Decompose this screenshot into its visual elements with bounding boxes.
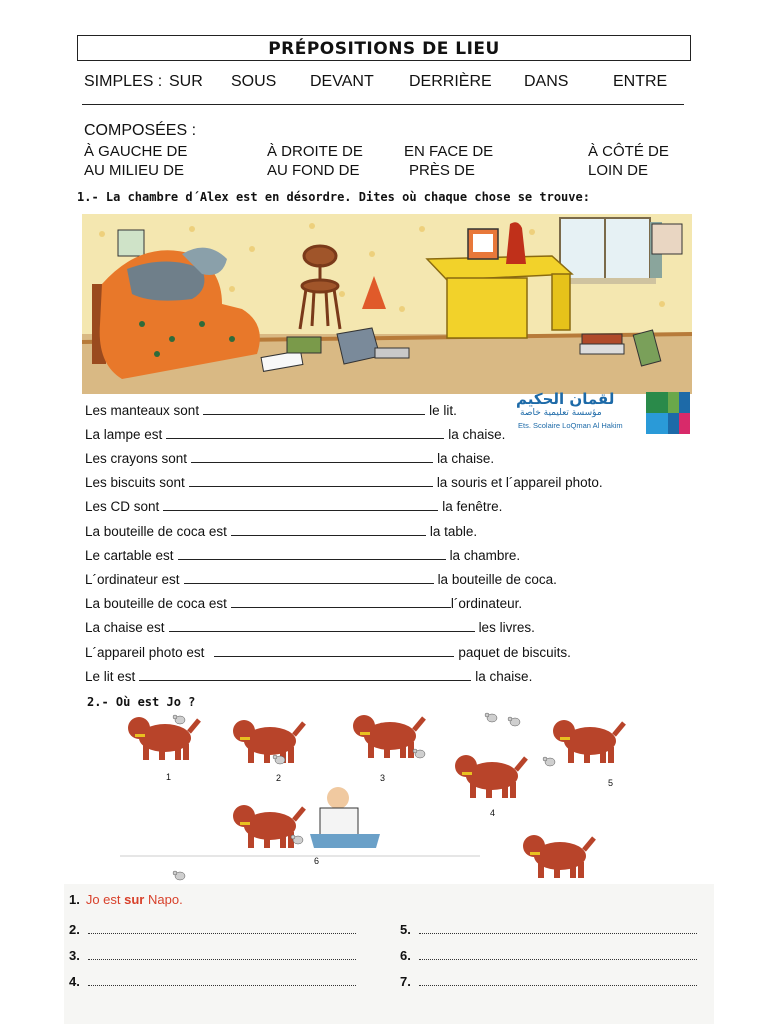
comp-prep-3: EN FACE DE: [404, 143, 494, 160]
answer-field-2[interactable]: [88, 923, 356, 934]
simple-prep-4: DERRIÈRE: [409, 73, 492, 90]
blank-3[interactable]: [191, 451, 433, 463]
answer-field-4[interactable]: [88, 975, 356, 986]
blank-1[interactable]: [203, 403, 425, 415]
fig-num-5: 5: [608, 778, 614, 788]
dog-figure-2: [233, 720, 304, 764]
comp-prep-1: À GAUCHE DE: [84, 143, 188, 160]
blank-5[interactable]: [163, 499, 438, 511]
sentence-11: L´appareil photo est paquet de biscuits.: [85, 645, 571, 660]
sentence-7: Le cartable est la chambre.: [85, 548, 521, 563]
sentence-6: La bouteille de coca est la table.: [85, 524, 478, 539]
dog-figure-3: [353, 715, 425, 758]
simple-prep-3: DEVANT: [310, 73, 374, 90]
answer-1: 1. Jo est sur Napo.: [69, 892, 183, 907]
logo-arabic: لقمان الحكيم: [516, 390, 615, 408]
comp-prep-4: À CÔTÉ DE: [588, 143, 669, 160]
dog-figure-5: [543, 720, 624, 766]
dog-figure-7: [173, 835, 594, 880]
simple-prep-6: ENTRE: [613, 73, 668, 90]
logo-arabic-sub: مؤسسة تعليمية خاصة: [520, 408, 602, 418]
answer-field-6[interactable]: [419, 949, 697, 960]
logo-latin: Ets. Scolaire LoQman Al Hakim: [518, 421, 623, 430]
divider: [82, 104, 684, 105]
composees-label: COMPOSÉES :: [84, 122, 197, 139]
sentence-4: Les biscuits sont la souris et l´appareil photo.: [85, 475, 603, 490]
answer-row-6: 6.: [400, 945, 697, 964]
simple-prep-2: SOUS: [231, 73, 277, 90]
blank-7[interactable]: [178, 548, 446, 560]
sentence-1: Les manteaux sont le lit.: [85, 403, 457, 418]
answer-field-7[interactable]: [419, 975, 697, 986]
answer-row-5: 5.: [400, 919, 697, 938]
answer-field-3[interactable]: [88, 949, 356, 960]
blank-4[interactable]: [189, 475, 433, 487]
bedroom-illustration: [82, 214, 692, 394]
simple-prep-5: DANS: [524, 73, 569, 90]
dog-figure-1: [128, 715, 199, 760]
answer-field-5[interactable]: [419, 923, 697, 934]
sentence-10: La chaise est les livres.: [85, 620, 535, 635]
page-title: PRÉPOSITIONS DE LIEU: [268, 39, 500, 59]
sentence-12: Le lit est la chaise.: [85, 669, 533, 684]
sentence-2: La lampe est la chaise.: [85, 427, 506, 442]
fig-num-3: 3: [380, 773, 386, 783]
comp-prep-7: PRÈS DE: [409, 162, 475, 179]
answer-row-2: 2.: [69, 919, 356, 938]
simples-label: SIMPLES :: [84, 73, 163, 90]
sentence-8: L´ordinateur est la bouteille de coca.: [85, 572, 557, 587]
fig-num-1: 1: [166, 772, 172, 782]
answer-row-7: 7.: [400, 971, 697, 990]
blank-6[interactable]: [231, 524, 426, 536]
blank-2[interactable]: [166, 427, 444, 439]
blank-8[interactable]: [184, 572, 434, 584]
answer-row-4: 4.: [69, 971, 356, 990]
exercise2-heading: 2.- Où est Jo ?: [87, 695, 196, 709]
fig-num-6: 6: [314, 856, 320, 866]
dogs-illustration: [120, 706, 640, 886]
simple-prep-1: SUR: [169, 73, 203, 90]
comp-prep-6: AU FOND DE: [267, 162, 360, 179]
answer-row-3: 3.: [69, 945, 356, 964]
exercise1-heading: 1.- La chambre d´Alex est en désordre. Dites où chaque chose se trouve:: [77, 190, 590, 204]
blank-10[interactable]: [169, 620, 475, 632]
blank-11[interactable]: [214, 645, 454, 657]
sentence-3: Les crayons sont la chaise.: [85, 451, 495, 466]
comp-prep-2: À DROITE DE: [267, 143, 363, 160]
dog-figure-4: [455, 713, 526, 798]
blank-12[interactable]: [139, 669, 471, 681]
sentence-5: Les CD sont la fenêtre.: [85, 499, 503, 514]
fig-num-4: 4: [490, 808, 496, 818]
fig-num-2: 2: [276, 773, 282, 783]
title-box: [77, 35, 691, 61]
comp-prep-5: AU MILIEU DE: [84, 162, 185, 179]
dog-figure-6: [233, 787, 380, 848]
sentence-9: La bouteille de coca est l´ordinateur.: [85, 596, 523, 611]
blank-9[interactable]: [231, 596, 451, 608]
comp-prep-8: LOIN DE: [588, 162, 649, 179]
